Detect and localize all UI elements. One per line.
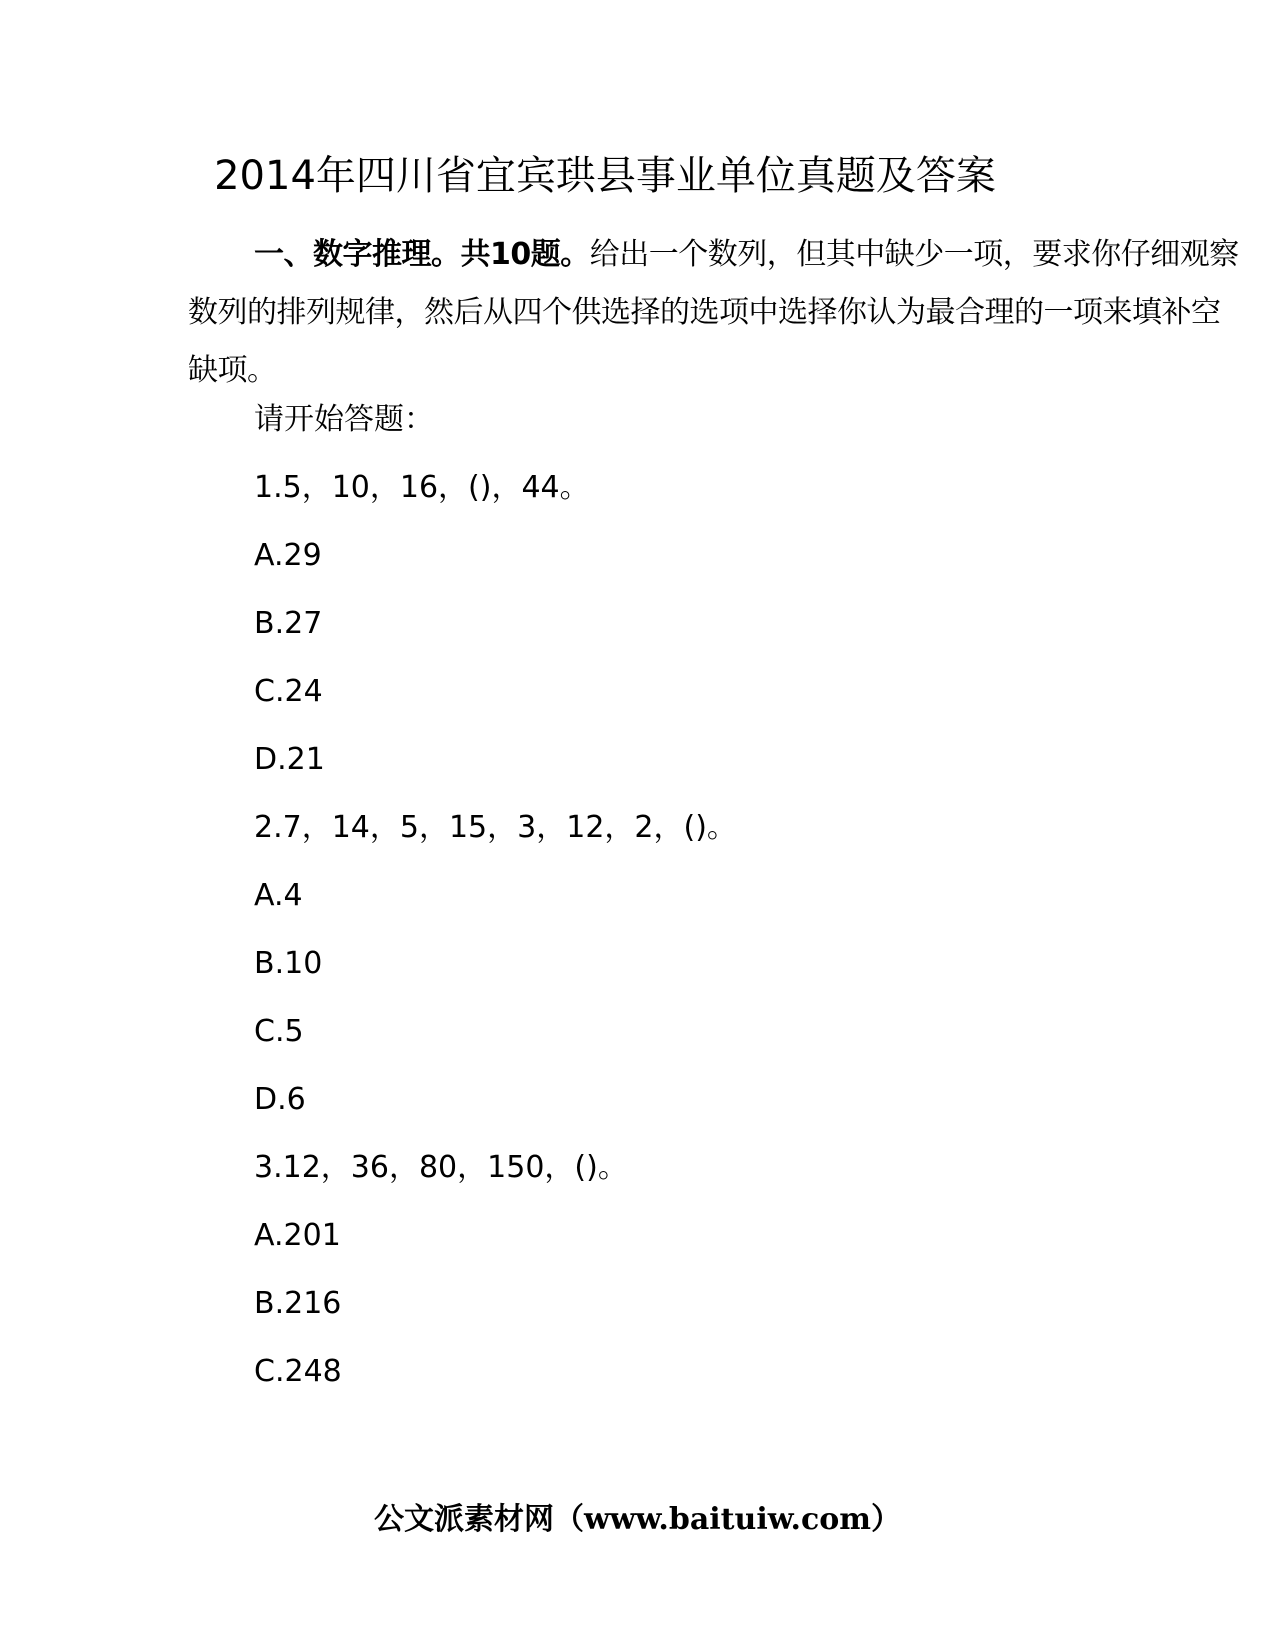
question-2-option-a: A.4 bbox=[254, 878, 303, 913]
question-1-option-c: C.24 bbox=[254, 674, 323, 709]
question-1-option-d: D.21 bbox=[254, 742, 325, 777]
question-1-option-b: B.27 bbox=[254, 606, 323, 641]
question-2-option-d: D.6 bbox=[254, 1082, 306, 1117]
question-3-stem: 3.12，36，80，150，()。 bbox=[254, 1150, 628, 1185]
section-heading: 一、数字推理。共10题。 bbox=[254, 237, 590, 272]
question-1-stem: 1.5，10，16，()，44。 bbox=[254, 470, 590, 505]
start-prompt: 请开始答题： bbox=[254, 402, 434, 437]
question-2-stem: 2.7，14，5，15，3，12，2，()。 bbox=[254, 810, 737, 845]
question-2-option-b: B.10 bbox=[254, 946, 323, 981]
question-3-option-c: C.248 bbox=[254, 1354, 342, 1389]
question-1-option-a: A.29 bbox=[254, 538, 322, 573]
instructions-text: 给出一个数列，但其中缺少一项，要求你仔细观察数列的排列规律，然后从四个供选择的选项中选择你认为最合理的一项来填补空缺项。 bbox=[188, 237, 1239, 388]
question-3-option-b: B.216 bbox=[254, 1286, 342, 1321]
document-title: 2014年四川省宜宾珙县事业单位真题及答案 bbox=[214, 153, 996, 199]
question-2-option-c: C.5 bbox=[254, 1014, 304, 1049]
question-3-option-a: A.201 bbox=[254, 1218, 341, 1253]
footer-source: 公文派素材网（www.baituiw.com） bbox=[373, 1502, 902, 1537]
section-instructions bbox=[188, 226, 1248, 400]
